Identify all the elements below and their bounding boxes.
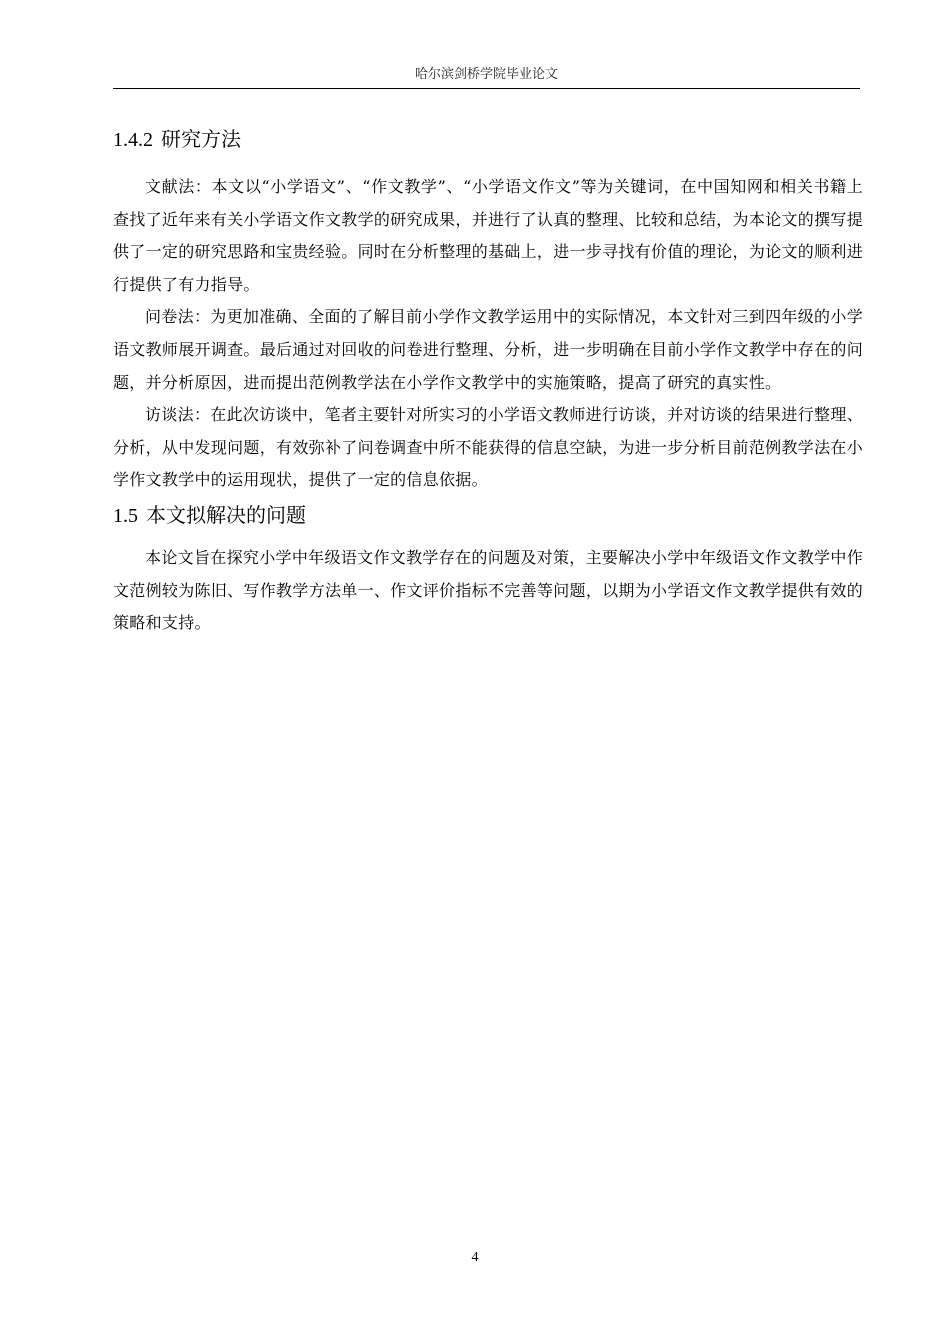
page-content: [113, 120, 863, 640]
header-rule: [113, 88, 860, 89]
paragraph-interview-method: 访谈法：在此次访谈中，笔者主要针对所实习的小学语文教师进行访谈，并对访谈的结果进行整理、分析，从中发现问题，有效弥补了问卷调查中所不能获得的信息空缺，为进一步分析目前范例教学法在小学作文教学中的运用现状，提供了一定的信息依据。: [113, 405, 863, 490]
section-number: 1.4.2: [113, 129, 153, 151]
running-header: 哈尔滨剑桥学院毕业论文: [414, 67, 558, 82]
paragraph-literature-method: 文献法：本文以“小学语文”、“作文教学”、“小学语文作文”等为关键词，在中国知网和相关书籍上查找了近年来有关小学语文作文教学的研究成果，并进行了认真的整理、比较和总结，为本论文的撰写提供了一定的研究思路和宝贵经验。同时在分析整理的基础上，进一步寻找有价值的理论，为论文的顺利进行提供了有力指导。: [113, 177, 863, 294]
section-number: 1.5: [113, 504, 138, 527]
paragraph-questionnaire-method: 问卷法：为更加准确、全面的了解目前小学作文教学运用中的实际情况，本文针对三到四年级的小学语文教师展开调查。最后通过对回收的问卷进行整理、分析，进一步明确在目前小学作文教学中存在的问题，并分析原因，进而提出范例教学法在小学作文教学中的实施策略，提高了研究的真实性。: [113, 307, 863, 392]
section-title: 本文拟解决的问题: [146, 502, 306, 527]
section-heading-1-5: [113, 498, 863, 533]
page-number: 4: [471, 1250, 479, 1265]
section-heading-1-4-2: [113, 122, 863, 157]
section-title: 研究方法: [161, 127, 241, 151]
paragraph-problems-to-solve: 本论文旨在探究小学中年级语文作文教学存在的问题及对策，主要解决小学中年级语文作文教学中作文范例较为陈旧、写作教学方法单一、作文评价指标不完善等问题，以期为小学语文作文教学提供有效的策略和支持。: [113, 547, 863, 633]
